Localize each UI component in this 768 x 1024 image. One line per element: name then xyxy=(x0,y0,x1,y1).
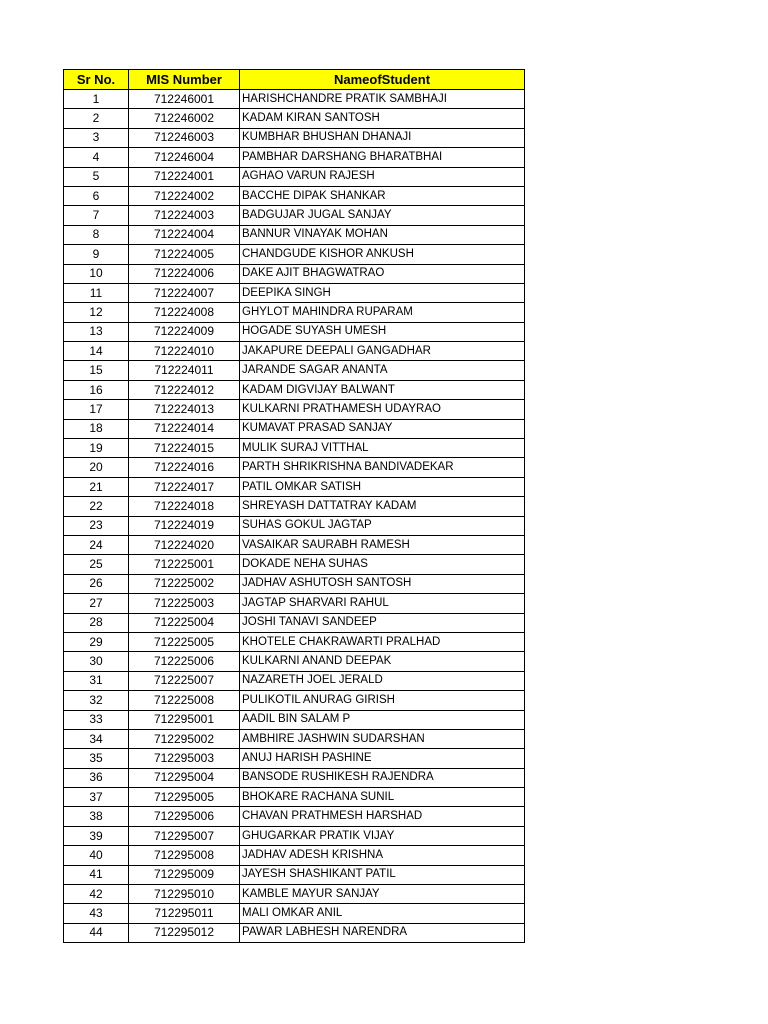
student-name-cell: SUHAS GOKUL JAGTAP xyxy=(240,516,525,535)
table-row xyxy=(64,826,525,845)
sr-no-cell: 25 xyxy=(64,555,129,574)
table-row xyxy=(64,555,525,574)
sr-no-cell: 1 xyxy=(64,90,129,109)
sr-no-cell: 18 xyxy=(64,419,129,438)
table-row xyxy=(64,322,525,341)
sr-no-cell: 17 xyxy=(64,400,129,419)
table-row xyxy=(64,535,525,554)
mis-number-cell: 712224016 xyxy=(129,458,240,477)
mis-number-cell: 712295001 xyxy=(129,710,240,729)
mis-number-cell: 712224002 xyxy=(129,186,240,205)
table-row xyxy=(64,594,525,613)
student-name-cell: GHYLOT MAHINDRA RUPARAM xyxy=(240,303,525,322)
table-row xyxy=(64,729,525,748)
table-row xyxy=(64,497,525,516)
student-name-cell: VASAIKAR SAURABH RAMESH xyxy=(240,535,525,554)
student-name-cell: KADAM DIGVIJAY BALWANT xyxy=(240,380,525,399)
sr-no-cell: 36 xyxy=(64,768,129,787)
student-name-cell: ANUJ HARISH PASHINE xyxy=(240,749,525,768)
mis-number-cell: 712224010 xyxy=(129,342,240,361)
sr-no-cell: 8 xyxy=(64,225,129,244)
mis-number-cell: 712225006 xyxy=(129,652,240,671)
mis-number-cell: 712295006 xyxy=(129,807,240,826)
student-name-cell: BACCHE DIPAK SHANKAR xyxy=(240,186,525,205)
sr-no-cell: 10 xyxy=(64,264,129,283)
mis-number-cell: 712224011 xyxy=(129,361,240,380)
student-name-cell: JARANDE SAGAR ANANTA xyxy=(240,361,525,380)
sr-no-cell: 29 xyxy=(64,632,129,651)
mis-number-cell: 712224018 xyxy=(129,497,240,516)
table-row xyxy=(64,400,525,419)
mis-number-cell: 712295002 xyxy=(129,729,240,748)
sr-no-cell: 30 xyxy=(64,652,129,671)
table-header xyxy=(64,70,525,90)
table-row xyxy=(64,768,525,787)
mis-number-cell: 712246002 xyxy=(129,109,240,128)
table-row xyxy=(64,807,525,826)
student-name-cell: KAMBLE MAYUR SANJAY xyxy=(240,885,525,904)
table-row xyxy=(64,458,525,477)
student-name-cell: KHOTELE CHAKRAWARTI PRALHAD xyxy=(240,632,525,651)
student-name-cell: PAMBHAR DARSHANG BHARATBHAI xyxy=(240,148,525,167)
sr-no-cell: 24 xyxy=(64,535,129,554)
sr-no-cell: 4 xyxy=(64,148,129,167)
student-name-cell: CHAVAN PRATHMESH HARSHAD xyxy=(240,807,525,826)
student-name-cell: JAKAPURE DEEPALI GANGADHAR xyxy=(240,342,525,361)
sr-no-cell: 32 xyxy=(64,691,129,710)
student-name-cell: JAGTAP SHARVARI RAHUL xyxy=(240,594,525,613)
sr-no-cell: 33 xyxy=(64,710,129,729)
mis-number-cell: 712224019 xyxy=(129,516,240,535)
table-row xyxy=(64,109,525,128)
student-name-cell: BHOKARE RACHANA SUNIL xyxy=(240,788,525,807)
student-name-cell: PAWAR LABHESH NARENDRA xyxy=(240,923,525,942)
table-row xyxy=(64,885,525,904)
table-row xyxy=(64,652,525,671)
sr-no-cell: 26 xyxy=(64,574,129,593)
mis-number-cell: 712295008 xyxy=(129,846,240,865)
table-row xyxy=(64,477,525,496)
mis-number-cell: 712225005 xyxy=(129,632,240,651)
mis-number-cell: 712224007 xyxy=(129,283,240,302)
table-row xyxy=(64,148,525,167)
table-row xyxy=(64,574,525,593)
mis-number-cell: 712224003 xyxy=(129,206,240,225)
sr-no-cell: 44 xyxy=(64,923,129,942)
sr-no-cell: 20 xyxy=(64,458,129,477)
table-row xyxy=(64,516,525,535)
sr-no-cell: 14 xyxy=(64,342,129,361)
sr-no-cell: 7 xyxy=(64,206,129,225)
mis-number-cell: 712224015 xyxy=(129,439,240,458)
table-row xyxy=(64,671,525,690)
mis-number-cell: 712224012 xyxy=(129,380,240,399)
sr-no-cell: 13 xyxy=(64,322,129,341)
table-row xyxy=(64,613,525,632)
student-name-cell: KULKARNI ANAND DEEPAK xyxy=(240,652,525,671)
sr-no-cell: 9 xyxy=(64,245,129,264)
sr-no-cell: 40 xyxy=(64,846,129,865)
table-row xyxy=(64,788,525,807)
student-name-cell: PATIL OMKAR SATISH xyxy=(240,477,525,496)
student-name-cell: KUMBHAR BHUSHAN DHANAJI xyxy=(240,128,525,147)
table-body xyxy=(64,90,525,943)
student-name-cell: MULIK SURAJ VITTHAL xyxy=(240,439,525,458)
mis-number-header: MIS Number xyxy=(129,70,240,90)
mis-number-cell: 712246004 xyxy=(129,148,240,167)
mis-number-cell: 712224014 xyxy=(129,419,240,438)
sr-no-cell: 43 xyxy=(64,904,129,923)
mis-number-cell: 712295004 xyxy=(129,768,240,787)
mis-number-cell: 712246003 xyxy=(129,128,240,147)
student-name-cell: DAKE AJIT BHAGWATRAO xyxy=(240,264,525,283)
mis-number-cell: 712295007 xyxy=(129,826,240,845)
student-name-cell: KUMAVAT PRASAD SANJAY xyxy=(240,419,525,438)
table-row xyxy=(64,264,525,283)
student-name-cell: BANSODE RUSHIKESH RAJENDRA xyxy=(240,768,525,787)
sr-no-cell: 35 xyxy=(64,749,129,768)
mis-number-cell: 712246001 xyxy=(129,90,240,109)
student-name-cell: AADIL BIN SALAM P xyxy=(240,710,525,729)
student-name-cell: KADAM KIRAN SANTOSH xyxy=(240,109,525,128)
mis-number-cell: 712224006 xyxy=(129,264,240,283)
table-row xyxy=(64,283,525,302)
student-name-cell: NAZARETH JOEL JERALD xyxy=(240,671,525,690)
table-row xyxy=(64,128,525,147)
sr-no-cell: 19 xyxy=(64,439,129,458)
table-row xyxy=(64,361,525,380)
table-row xyxy=(64,167,525,186)
student-list-table xyxy=(63,69,525,943)
student-name-cell: AGHAO VARUN RAJESH xyxy=(240,167,525,186)
student-name-cell: AMBHIRE JASHWIN SUDARSHAN xyxy=(240,729,525,748)
student-name-cell: JADHAV ASHUTOSH SANTOSH xyxy=(240,574,525,593)
mis-number-cell: 712295010 xyxy=(129,885,240,904)
sr-no-cell: 5 xyxy=(64,167,129,186)
table-row xyxy=(64,419,525,438)
table-row xyxy=(64,710,525,729)
mis-number-cell: 712224001 xyxy=(129,167,240,186)
table-row xyxy=(64,380,525,399)
mis-number-cell: 712225008 xyxy=(129,691,240,710)
sr-no-cell: 28 xyxy=(64,613,129,632)
student-name-cell: MALI OMKAR ANIL xyxy=(240,904,525,923)
mis-number-cell: 712224008 xyxy=(129,303,240,322)
sr-no-cell: 21 xyxy=(64,477,129,496)
sr-no-cell: 22 xyxy=(64,497,129,516)
mis-number-cell: 712224009 xyxy=(129,322,240,341)
sr-no-cell: 42 xyxy=(64,885,129,904)
table-row xyxy=(64,245,525,264)
table-row xyxy=(64,303,525,322)
mis-number-cell: 712225004 xyxy=(129,613,240,632)
sr-no-cell: 12 xyxy=(64,303,129,322)
mis-number-cell: 712295009 xyxy=(129,865,240,884)
student-name-cell: KULKARNI PRATHAMESH UDAYRAO xyxy=(240,400,525,419)
sr-no-cell: 16 xyxy=(64,380,129,399)
student-name-cell: JOSHI TANAVI SANDEEP xyxy=(240,613,525,632)
sr-no-cell: 6 xyxy=(64,186,129,205)
mis-number-cell: 712295005 xyxy=(129,788,240,807)
sr-no-cell: 39 xyxy=(64,826,129,845)
mis-number-cell: 712224004 xyxy=(129,225,240,244)
mis-number-cell: 712225001 xyxy=(129,555,240,574)
student-name-cell: PARTH SHRIKRISHNA BANDIVADEKAR xyxy=(240,458,525,477)
sr-no-cell: 27 xyxy=(64,594,129,613)
table-row xyxy=(64,749,525,768)
header-row xyxy=(64,70,525,90)
mis-number-cell: 712295012 xyxy=(129,923,240,942)
sr-no-cell: 23 xyxy=(64,516,129,535)
table-row xyxy=(64,206,525,225)
table-row xyxy=(64,186,525,205)
table-row xyxy=(64,904,525,923)
table-row xyxy=(64,225,525,244)
mis-number-cell: 712225002 xyxy=(129,574,240,593)
sr-no-cell: 38 xyxy=(64,807,129,826)
table-row xyxy=(64,439,525,458)
mis-number-cell: 712224005 xyxy=(129,245,240,264)
sr-no-cell: 2 xyxy=(64,109,129,128)
table-row xyxy=(64,632,525,651)
student-name-cell: SHREYASH DATTATRAY KADAM xyxy=(240,497,525,516)
student-name-cell: HARISHCHANDRE PRATIK SAMBHAJI xyxy=(240,90,525,109)
mis-number-cell: 712224020 xyxy=(129,535,240,554)
table-row xyxy=(64,865,525,884)
mis-number-cell: 712224017 xyxy=(129,477,240,496)
sr-no-cell: 41 xyxy=(64,865,129,884)
sr-no-cell: 11 xyxy=(64,283,129,302)
sr-no-cell: 37 xyxy=(64,788,129,807)
student-name-cell: DOKADE NEHA SUHAS xyxy=(240,555,525,574)
sr-no-header: Sr No. xyxy=(64,70,129,90)
mis-number-cell: 712295003 xyxy=(129,749,240,768)
student-name-cell: BADGUJAR JUGAL SANJAY xyxy=(240,206,525,225)
student-name-cell: CHANDGUDE KISHOR ANKUSH xyxy=(240,245,525,264)
student-name-cell: JADHAV ADESH KRISHNA xyxy=(240,846,525,865)
sr-no-cell: 3 xyxy=(64,128,129,147)
student-name-cell: BANNUR VINAYAK MOHAN xyxy=(240,225,525,244)
student-name-cell: DEEPIKA SINGH xyxy=(240,283,525,302)
student-name-cell: GHUGARKAR PRATIK VIJAY xyxy=(240,826,525,845)
table-row xyxy=(64,342,525,361)
student-name-cell: JAYESH SHASHIKANT PATIL xyxy=(240,865,525,884)
sr-no-cell: 34 xyxy=(64,729,129,748)
student-name-header: NameofStudent xyxy=(240,70,525,90)
student-name-cell: PULIKOTIL ANURAG GIRISH xyxy=(240,691,525,710)
mis-number-cell: 712225003 xyxy=(129,594,240,613)
mis-number-cell: 712224013 xyxy=(129,400,240,419)
sr-no-cell: 15 xyxy=(64,361,129,380)
mis-number-cell: 712225007 xyxy=(129,671,240,690)
sr-no-cell: 31 xyxy=(64,671,129,690)
table-row xyxy=(64,923,525,942)
mis-number-cell: 712295011 xyxy=(129,904,240,923)
table-row xyxy=(64,691,525,710)
table-row xyxy=(64,90,525,109)
table-row xyxy=(64,846,525,865)
student-name-cell: HOGADE SUYASH UMESH xyxy=(240,322,525,341)
